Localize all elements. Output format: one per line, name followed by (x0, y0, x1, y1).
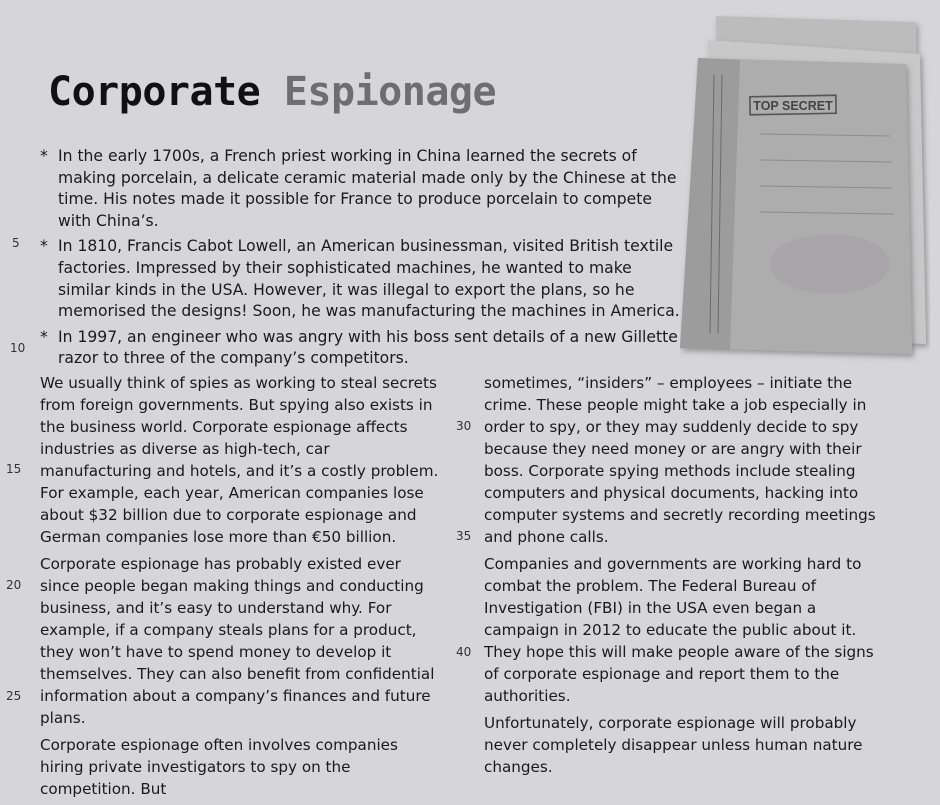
line-number: 35 (456, 529, 472, 543)
paragraph: Companies and governments are working hard to combat the problem. The Federal Bureau of Investigation (FBI) in the USA even began a campaign in 2012 to educate the public about it. They hope this will make people aware of the signs of corporate espionage and report them to the authorities. (484, 555, 874, 705)
line-number: 40 (456, 645, 472, 659)
bullet-text: In the early 1700s, a French priest working in China learned the secrets of making porcelain, a delicate ceramic material made only by the Chinese at the time. His notes made it possible for France to produce porcelain to compete with China’s. (58, 147, 677, 230)
line-number: 5 (12, 236, 20, 250)
bullet-item (40, 327, 680, 370)
bullet-text: In 1997, an engineer who was angry with his boss sent details of a new Gillette razor to three of the company’s competitors. (58, 327, 678, 368)
column-right (484, 372, 884, 783)
paragraph: Corporate espionage has probably existed ever since people began making things and conducting business, and it’s easy to understand why. For example, if a company steals plans for a product, they won’t have to spend money to develop it themselves. They can also benefit from confidential information about a company’s finances and future plans. (40, 555, 435, 727)
line-number: 15 (6, 462, 22, 476)
title-part-1: Corporate (48, 69, 261, 115)
line-number: 20 (6, 578, 22, 592)
bullet-item (40, 236, 680, 322)
column-left (40, 372, 440, 805)
bullet-marker: * (40, 327, 48, 346)
title-part-2: Espionage (283, 69, 497, 115)
paragraph: sometimes, “insiders” – employees – initiate the crime. These people might take a job especially in order to spy, or they may suddenly decide to spy because they need money or are angry with their boss. Corporate spying methods include stealing computers and physical documents, hacking into computer systems and secretly recording meetings and phone calls. (484, 374, 876, 546)
folder-front (680, 58, 912, 354)
line-number: 30 (456, 419, 472, 433)
bullet-list (40, 146, 680, 374)
line-number: 25 (6, 689, 22, 703)
bullet-marker: * (40, 237, 48, 256)
article-title (48, 68, 496, 116)
stamp-text: TOP SECRET (753, 99, 833, 113)
paragraph: Unfortunately, corporate espionage will probably never completely disappear unless human nature changes. (484, 714, 863, 776)
top-secret-folder-image (680, 14, 930, 364)
paragraph: We usually think of spies as working to steal secrets from foreign governments. But spying also exists in the business world. Corporate espionage affects industries as diverse as high-tech, car manufacturing and hotels, and it’s a costly problem. For example, each year, American companies lose about $32 billion due to corporate espionage and German companies lose more than €50 billion. (40, 374, 439, 546)
paragraph: Corporate espionage often involves companies hiring private investigators to spy on the competition. But (40, 736, 398, 798)
bullet-item (40, 146, 680, 232)
bullet-text: In 1810, Francis Cabot Lowell, an American businessman, visited British textile factories. Impressed by their sophisticated machines, he wanted to make similar kinds in the USA. However, it was illegal to export the plans, so he memorised the designs! Soon, he was manufacturing the machines in America. (58, 237, 680, 321)
bullet-marker: * (40, 147, 48, 165)
line-number: 10 (10, 341, 26, 355)
